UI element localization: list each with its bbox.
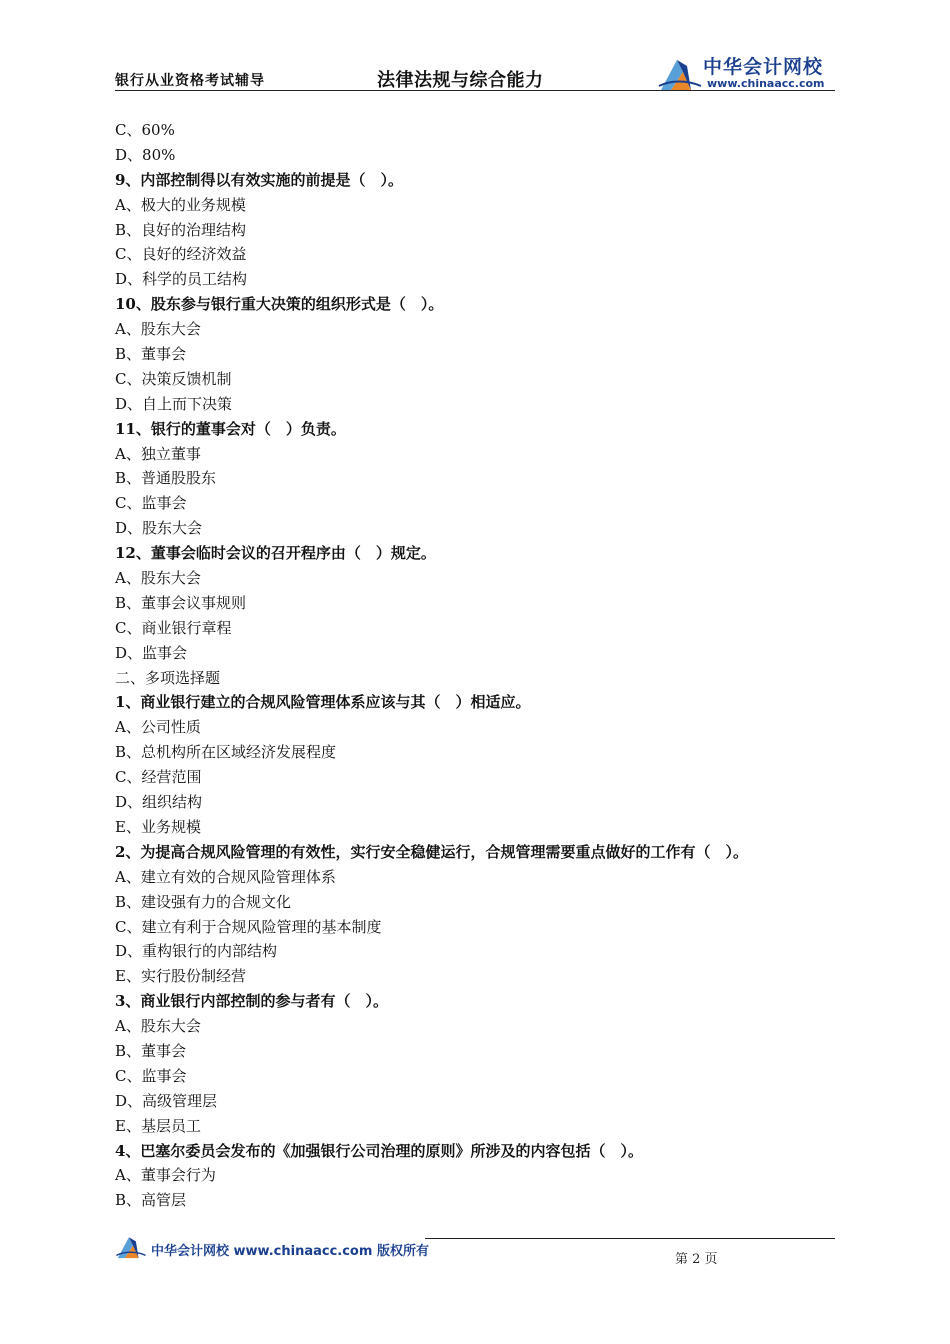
- option-text: E、基层员工: [115, 1116, 201, 1135]
- question-text: 4、巴塞尔委员会发布的《加强银行公司治理的原则》所涉及的内容包括（ ）。: [115, 1141, 643, 1160]
- option-text: D、监事会: [115, 643, 188, 662]
- option-text: D、组织结构: [115, 793, 203, 812]
- header-center-title: 法律法规与综合能力: [377, 70, 544, 91]
- question-text: 3、商业银行内部控制的参与者有（ ）。: [115, 992, 388, 1011]
- option-text: B、建设强有力的合规文化: [115, 892, 292, 911]
- option-text: B、董事会: [115, 1041, 187, 1060]
- option-text: A、公司性质: [115, 718, 201, 737]
- option-text: D、自上而下决策: [115, 394, 233, 413]
- footer-logo-icon: [115, 1234, 147, 1260]
- option-text: A、股东大会: [115, 320, 201, 339]
- option-text: D、重构银行的内部结构: [115, 942, 278, 961]
- question-list: [115, 118, 835, 1213]
- page-footer: [115, 1232, 835, 1272]
- question-text: 9、内部控制得以有效实施的前提是（ ）。: [115, 170, 403, 189]
- question-text: 1、商业银行建立的合规风险管理体系应该与其（ ）相适应。: [115, 693, 531, 712]
- option-text: B、董事会议事规则: [115, 593, 247, 612]
- option-text: A、股东大会: [115, 569, 201, 588]
- option-text: C、监事会: [115, 494, 187, 513]
- option-text: C、经营范围: [115, 768, 202, 787]
- option-text: C、建立有利于合规风险管理的基本制度: [115, 917, 382, 936]
- logo-text: 中华会计网校: [703, 56, 824, 78]
- option-text: B、总机构所在区域经济发展程度: [115, 743, 337, 762]
- option-text: D、科学的员工结构: [115, 270, 248, 289]
- page-number: 第 2 页: [675, 1252, 718, 1267]
- option-text: 二、多项选择题: [115, 668, 221, 687]
- option-text: C、决策反馈机制: [115, 369, 232, 388]
- option-text: A、建立有效的合规风险管理体系: [115, 867, 336, 886]
- question-text: 2、为提高合规风险管理的有效性，实行安全稳健运行，合规管理需要重点做好的工作有（ ）。: [115, 842, 748, 861]
- option-text: B、高管层: [115, 1191, 187, 1210]
- option-text: D、高级管理层: [115, 1091, 218, 1110]
- option-text: A、独立董事: [115, 444, 201, 463]
- page-header: [115, 50, 835, 94]
- question-text: 10、股东参与银行重大决策的组织形式是（ ）。: [115, 295, 444, 314]
- option-text: A、极大的业务规模: [115, 195, 246, 214]
- logo-mark-icon: [657, 56, 703, 92]
- brand-logo: [657, 50, 835, 94]
- option-text: A、董事会行为: [115, 1166, 216, 1185]
- option-text: E、业务规模: [115, 817, 201, 836]
- question-text: 12、董事会临时会议的召开程序由（ ）规定。: [115, 544, 436, 563]
- option-text: E、实行股份制经营: [115, 967, 246, 986]
- option-text: C、商业银行章程: [115, 618, 232, 637]
- option-text: D、80%: [115, 145, 176, 164]
- header-left-title: 银行从业资格考试辅导: [115, 73, 265, 89]
- option-text: B、良好的治理结构: [115, 220, 247, 239]
- option-text: C、良好的经济效益: [115, 245, 247, 264]
- option-text: D、股东大会: [115, 519, 203, 538]
- question-text: 11、银行的董事会对（ ）负责。: [115, 419, 346, 438]
- option-text: A、股东大会: [115, 1017, 201, 1036]
- logo-url: www.chinaacc.com: [707, 77, 825, 90]
- footer-rule: [425, 1238, 835, 1239]
- option-text: C、60%: [115, 121, 175, 139]
- option-text: B、普通股股东: [115, 469, 217, 488]
- option-text: B、董事会: [115, 345, 187, 364]
- footer-copyright: 中华会计网校 www.chinaacc.com 版权所有: [151, 1244, 429, 1259]
- option-text: C、监事会: [115, 1066, 187, 1085]
